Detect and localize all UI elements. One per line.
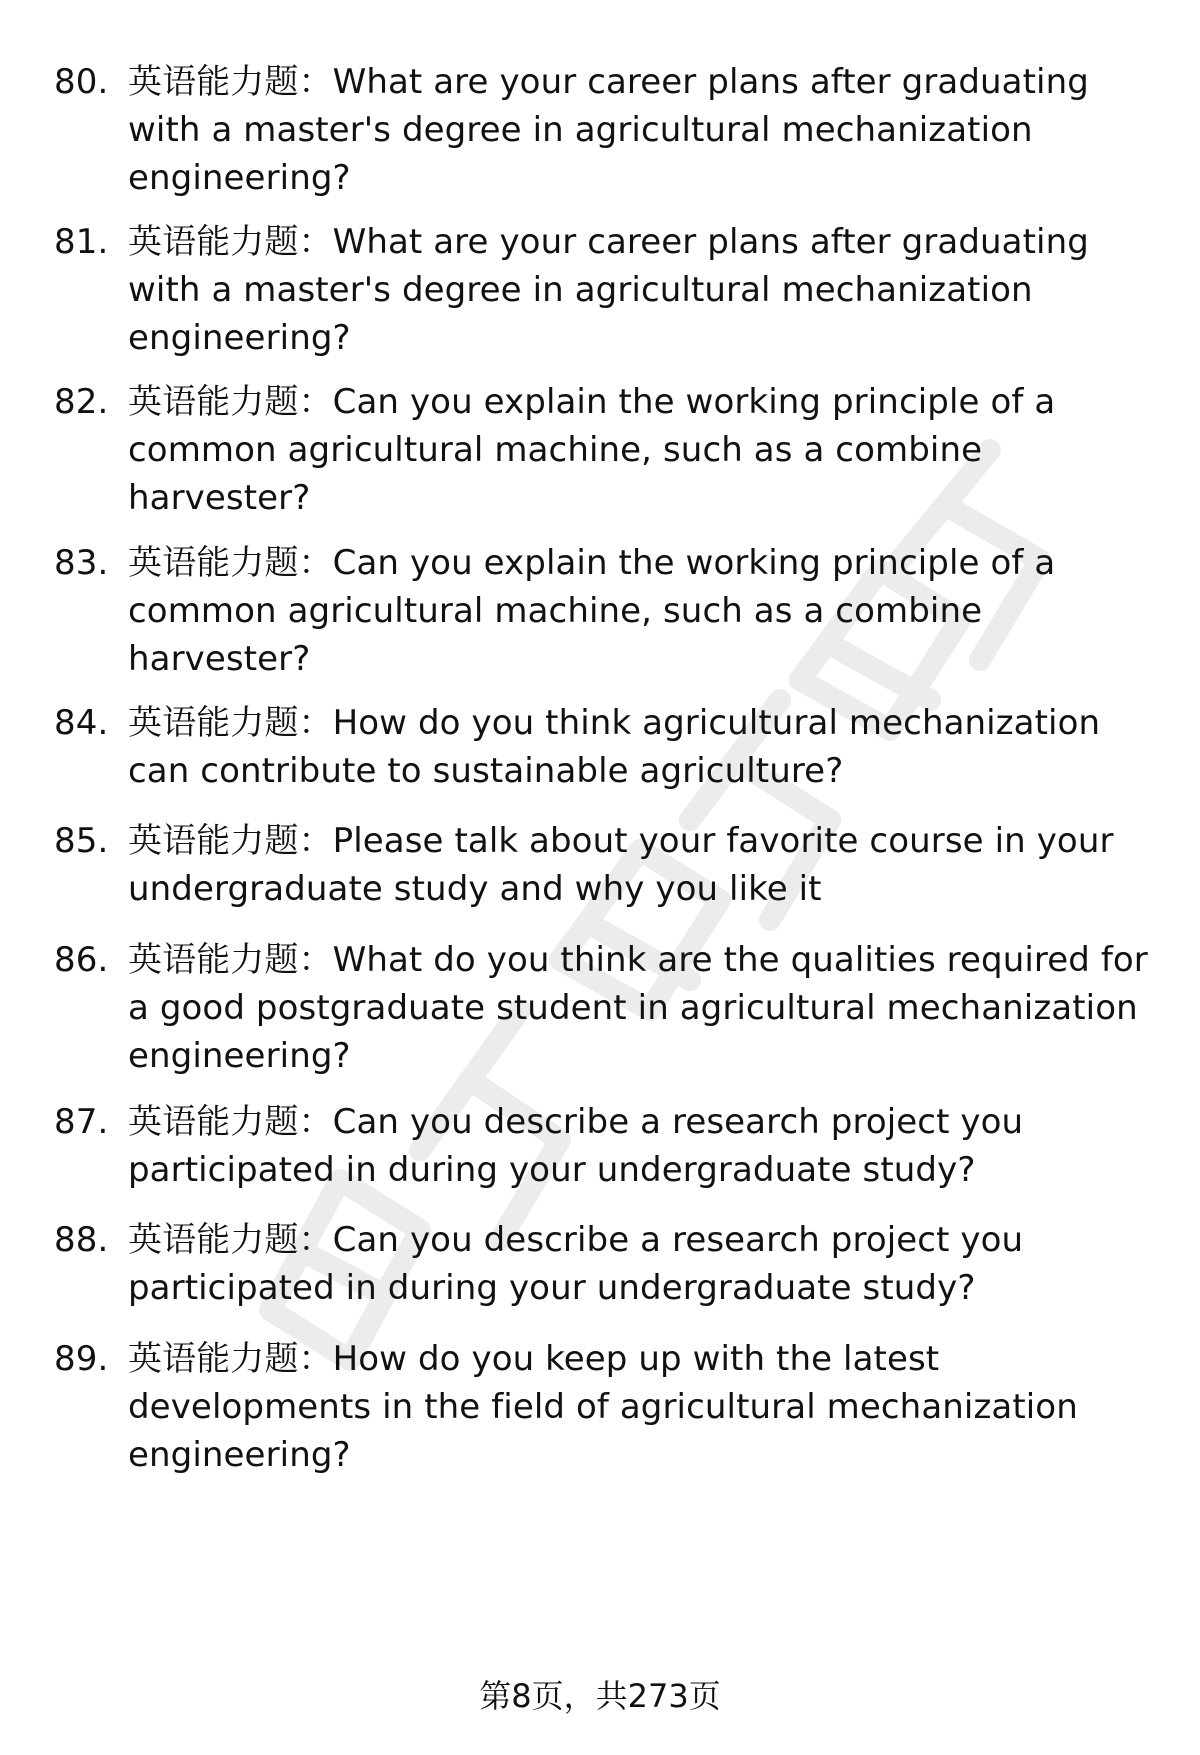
- question-prefix: 英语能力题：: [128, 543, 333, 583]
- question-prefix: 英语能力题：: [128, 382, 333, 422]
- question-body: [128, 699, 1150, 795]
- question-item: [54, 58, 1150, 202]
- question-item: [54, 1216, 1150, 1312]
- question-item: [54, 817, 1150, 913]
- question-body: [128, 218, 1150, 362]
- question-prefix: 英语能力题：: [128, 703, 333, 743]
- question-text: What do you think are the qualities required for a good postgraduate student in agricultural mechanization engineering?: [128, 940, 1148, 1076]
- question-body: [128, 936, 1150, 1080]
- question-number: 85.: [54, 821, 109, 861]
- question-item: [54, 218, 1150, 362]
- question-number: 89.: [54, 1339, 109, 1379]
- question-text: What are your career plans after graduating with a master's degree in agricultural mechanization engineering?: [128, 222, 1089, 358]
- question-number: 86.: [54, 940, 109, 980]
- question-number: 87.: [54, 1102, 109, 1142]
- question-item: [54, 1098, 1150, 1194]
- question-text: Can you describe a research project you participated in during your undergraduate study?: [128, 1220, 1024, 1308]
- question-number: 82.: [54, 382, 109, 422]
- question-body: [128, 1216, 1150, 1312]
- question-item: [54, 936, 1150, 1080]
- question-prefix: 英语能力题：: [128, 1102, 333, 1142]
- question-prefix: 英语能力题：: [128, 222, 333, 262]
- question-prefix: 英语能力题：: [128, 940, 333, 980]
- question-prefix: 英语能力题：: [128, 821, 333, 861]
- question-text: Please talk about your favorite course in your undergraduate study and why you like it: [128, 821, 1114, 909]
- question-item: [54, 539, 1150, 683]
- question-body: [128, 817, 1150, 913]
- question-text: Can you explain the working principle of a common agricultural machine, such as a combine harvester?: [128, 543, 1056, 679]
- question-text: How do you think agricultural mechanization can contribute to sustainable agriculture?: [128, 703, 1101, 791]
- question-body: [128, 539, 1150, 683]
- question-number: 83.: [54, 543, 109, 583]
- question-text: How do you keep up with the latest developments in the field of agricultural mechanization engineering?: [128, 1339, 1078, 1475]
- question-prefix: 英语能力题：: [128, 1220, 333, 1260]
- question-number: 81.: [54, 222, 109, 262]
- question-item: [54, 699, 1150, 795]
- question-body: [128, 1335, 1150, 1479]
- question-body: [128, 378, 1150, 522]
- question-prefix: 英语能力题：: [128, 62, 333, 102]
- question-body: [128, 1098, 1150, 1194]
- question-body: [128, 58, 1150, 202]
- question-number: 80.: [54, 62, 109, 102]
- question-text: Can you explain the working principle of a common agricultural machine, such as a combine harvester?: [128, 382, 1056, 518]
- question-text: Can you describe a research project you participated in during your undergraduate study?: [128, 1102, 1024, 1190]
- question-item: [54, 378, 1150, 522]
- question-prefix: 英语能力题：: [128, 1339, 333, 1379]
- question-number: 84.: [54, 703, 109, 743]
- question-number: 88.: [54, 1220, 109, 1260]
- page-footer: 第8页，共273页: [479, 1677, 721, 1715]
- question-text: What are your career plans after graduating with a master's degree in agricultural mechanization engineering?: [128, 62, 1089, 198]
- question-item: [54, 1335, 1150, 1479]
